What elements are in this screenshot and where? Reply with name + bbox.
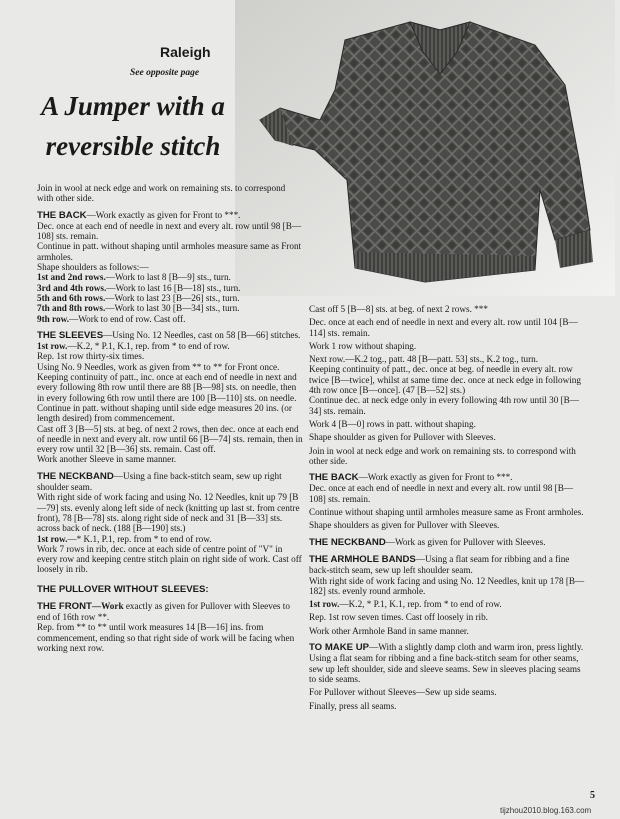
- title-line-2: reversible stitch: [45, 131, 221, 161]
- back-row-3: 5th and 6th rows.—Work to last 23 [B—26] sts., turn.: [37, 292, 240, 303]
- back-row-1: 1st and 2nd rows.—Work to last 8 [B—9] sts., turn.: [37, 272, 231, 283]
- sleeves-paragraph-7: Work another Sleeve in same manner.: [37, 454, 177, 465]
- right-paragraph-8: Shape shoulder as given for Pullover with Sleeves.: [309, 432, 496, 443]
- right-paragraph-1: Cast off 5 [B—8] sts. at beg. of next 2 rows. ***: [309, 304, 488, 314]
- right-column: [309, 304, 585, 711]
- armhole-row-1: 1st row.—K.2, * P.1, K.1, rep. from * to end of row.: [309, 599, 502, 610]
- page-number: 5: [590, 790, 595, 801]
- back-row-2: 3rd and 4th rows.—Work to last 16 [B—18] sts., turn.: [37, 282, 241, 293]
- neckband-row-1: 1st row.—* K.1, P.1, rep. from * to end of row.: [37, 533, 212, 544]
- pullover-back-paragraph-4: Shape shoulders as given for Pullover with Sleeves.: [309, 520, 500, 531]
- right-paragraph-5: Keeping continuity of patt., dec. once at beg. of needle in every alt. row twice [B—twice], whilst at same time dec. once at neck edge in following 4th row once [B—once]. (47 [B—52] sts.): [309, 364, 581, 396]
- make-up-heading: TO MAKE UP: [309, 642, 370, 654]
- back-paragraph-2: Dec. once at each end of needle in next and every alt. row until 98 [B—108] sts. remain.: [37, 220, 302, 242]
- sleeves-paragraph-1: THE SLEEVES—Using No. 12 Needles, cast on 58 [B—66] stitches.: [37, 329, 301, 341]
- pullover-back-heading: THE BACK: [309, 472, 359, 484]
- front-paragraph-2: Rep. from ** to ** until work measures 14 [B—16] ins. from commencement, ending so that right side of work will be facing when working next row.: [37, 622, 295, 653]
- armhole-paragraph-4: Work other Armhole Band in same manner.: [309, 625, 469, 636]
- sleeves-paragraph-2: Rep. 1st row thirty-six times.: [37, 351, 145, 362]
- neckband-paragraph-1: THE NECKBAND—Using a fine back-stitch seam, sew up right shoulder seam.: [37, 470, 282, 493]
- make-up-paragraph-3: Finally, press all seams.: [309, 700, 397, 711]
- neckband-heading: THE NECKBAND: [37, 470, 114, 482]
- make-up-paragraph-2: For Pullover without Sleeves—Sew up side seams.: [309, 687, 497, 698]
- back-paragraph-4: Shape shoulders as follows:—: [37, 262, 149, 273]
- armhole-paragraph-1: THE ARMHOLE BANDS—Using a flat seam for ribbing and a fine back-stitch seam, sew up left shoulder seam.: [309, 553, 570, 576]
- sleeves-row-1: 1st row.—K.2, * P.1, K.1, rep. from * to end of row.: [37, 341, 230, 352]
- pullover-back-paragraph-3: Continue without shaping until armholes measure same as Front armholes.: [309, 507, 584, 518]
- back-row-4: 7th and 8th rows.—Work to last 30 [B—34] sts., turn.: [37, 303, 240, 314]
- sleeves-paragraph-6: Cast off 3 [B—5] sts. at beg. of next 2 rows, then dec. once at each end of needle in next and every alt. row until 66 [B—74] sts. remain, then in every row until 32 [B—36] sts. remain. Cast off.: [37, 423, 303, 455]
- see-opposite-note: See opposite page: [130, 68, 200, 78]
- page-title: [38, 86, 228, 166]
- pullover-back-paragraph-2: Dec. once at each end of needle in next and every alt. row until 98 [B—108] sts. remain.: [309, 483, 574, 504]
- right-paragraph-6: Continue dec. at neck edge only in every following 4th row until 30 [B—34] sts. remain.: [309, 395, 579, 416]
- neckband-paragraph-2: With right side of work facing and using No. 12 Needles, knit up 79 [B—79] sts. evenly along left side of neck (knitting up last st. from centre front), 78 [B—78] sts. along right side of neck and 31 [B—33] sts. across back of neck. (188 [B—190] sts.): [37, 492, 300, 534]
- sleeves-heading: THE SLEEVES: [37, 329, 104, 341]
- right-paragraph-3: Work 1 row without shaping.: [309, 340, 417, 351]
- intro-text: Join in wool at neck edge and work on remaining sts. to correspond with other side.: [37, 183, 286, 204]
- back-paragraph-1: THE BACK—Work exactly as given for Front to ***.: [37, 209, 241, 221]
- armhole-heading: THE ARMHOLE BANDS: [309, 553, 416, 565]
- pullover-heading: THE PULLOVER WITHOUT SLEEVES:: [37, 583, 209, 595]
- front-heading: THE FRONT: [37, 600, 92, 612]
- right-paragraph-7: Work 4 [B—0] rows in patt. without shaping.: [309, 418, 476, 429]
- pullover-neckband-paragraph: THE NECKBAND—Work as given for Pullover with Sleeves.: [309, 536, 546, 548]
- right-paragraph-2: Dec. once at each end of needle in next and every alt. row until 104 [B—114] sts. remain.: [309, 317, 578, 338]
- armhole-paragraph-3: Rep. 1st row seven times. Cast off loosely in rib.: [309, 612, 488, 623]
- title-line-1: A Jumper with a: [41, 91, 225, 121]
- back-row-5: 9th row.—Work to end of row. Cast off.: [37, 313, 186, 324]
- right-paragraph-9: Join in wool at neck edge and work on remaining sts. to correspond with other side.: [309, 445, 576, 466]
- back-heading: THE BACK: [37, 209, 87, 221]
- neckband-paragraph-3: Work 7 rows in rib, dec. once at each side of centre point of "V" in every row and keeping centre stitch plain on right side of work. Cast off loosely in rib.: [37, 543, 302, 575]
- pullover-neckband-heading: THE NECKBAND: [309, 536, 386, 548]
- armhole-paragraph-2: With right side of work facing and using No. 12 Needles, knit up 178 [B—182] sts. evenly round armhole.: [309, 575, 585, 596]
- sleeves-paragraph-4: Keeping continuity of patt., inc. once at each end of needle in next and every following 8th row until there are 88 [B—98] sts. on needle, then in every following 6th row until there are 100 [B—110] sts. on needle.: [37, 372, 297, 403]
- make-up-paragraph-1: TO MAKE UP—With a slightly damp cloth and warm iron, press lightly. Using a flat seam for ribbing and a fine back-stitch seam for other seams, sew up left shoulder, side and sleeve seams. Sew in sleeves placing seams to side seams.: [309, 642, 584, 684]
- left-column: [37, 183, 303, 653]
- sleeves-paragraph-3: Using No. 9 Needles, work as given from ** to ** for Front once.: [37, 361, 280, 372]
- front-paragraph-1: THE FRONT—Work exactly as given for Pullover with Sleeves to end of 16th row **.: [37, 600, 290, 622]
- source-watermark: tijzhou2010.blog.163.com: [500, 806, 592, 815]
- brand-name: Raleigh: [160, 44, 211, 60]
- pullover-back-paragraph-1: THE BACK—Work exactly as given for Front to ***.: [309, 472, 513, 484]
- right-paragraph-4: Next row.—K.2 tog., patt. 48 [B—patt. 53] sts., K.2 tog., turn.: [309, 354, 539, 365]
- sleeves-paragraph-5: Continue in patt. without shaping until side edge measures 20 ins. (or length desired) from commencement.: [37, 402, 292, 424]
- back-paragraph-3: Continue in patt. without shaping until armholes measure same as Front armholes.: [37, 241, 302, 262]
